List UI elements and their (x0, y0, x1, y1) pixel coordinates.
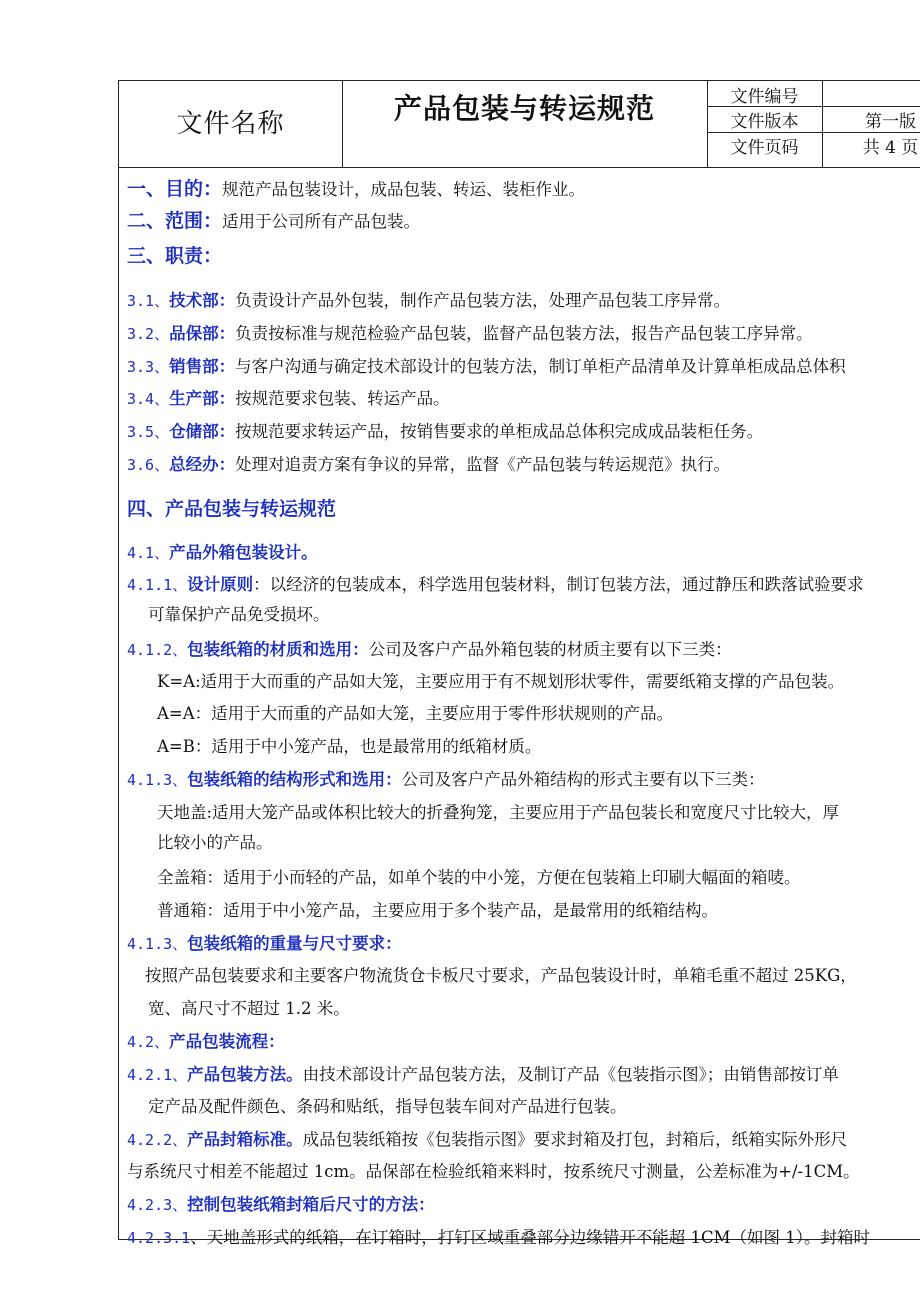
clause-4-2-3 (127, 1193, 435, 1217)
meta-label-page-count: 文件页码 (730, 138, 799, 158)
clause-title: 产品封箱标准。 (187, 1130, 303, 1149)
duty-text: 负责按标准与规范检验产品包装，监督产品包装方法，报告产品包装工序异常。 (235, 324, 813, 343)
duty-dept: 品保部： (169, 324, 236, 343)
duty-item (127, 355, 846, 379)
duty-dept: 仓储部： (169, 422, 236, 441)
clause-text: 按照产品包装要求和主要客户物流货仓卡板尺寸要求，产品包装设计时，单箱毛重不超过 25KG， (145, 966, 857, 985)
section-scope (127, 209, 420, 234)
clause-number: 4.2.2、 (127, 1131, 188, 1149)
duty-text: 按规范要求转运产品，按销售要求的单柜成品总体积完成成品装柜任务。 (235, 422, 764, 441)
section-purpose (127, 177, 585, 202)
duty-dept: 技术部： (169, 291, 236, 310)
duty-item (127, 289, 730, 313)
clause-title: 控制包装纸箱封箱后尺寸的方法： (187, 1195, 435, 1214)
clause-4-2-1 (127, 1063, 839, 1087)
clause-4-2 (127, 1030, 285, 1054)
clause-number: 4.1.1、 (127, 576, 188, 594)
duty-number: 3.4、 (127, 390, 170, 408)
clause-title: 产品外箱包装设计。 (169, 543, 318, 562)
list-item: 比较小的产品。 (157, 833, 273, 852)
list-item: 全盖箱：适用于小而轻的产品，如单个装的中小笼，方便在包装箱上印刷大幅面的箱唛。 (157, 868, 801, 887)
header-bottom-rule (119, 167, 920, 168)
section-heading: 三、职责： (127, 245, 223, 267)
section-heading: 四、产品包装与转运规范 (127, 498, 337, 520)
duty-number: 3.6、 (127, 456, 170, 474)
clause-text: 由技术部设计产品包装方法，及制订产品《包装指示图》；由销售部按订单 (302, 1065, 839, 1084)
duty-item (127, 453, 730, 477)
clause-number: 4.2.3.1 (127, 1229, 191, 1247)
duty-item (127, 387, 450, 411)
clause-number: 4.1.2、 (127, 641, 188, 659)
clause-continuation: 宽、高尺寸不超过 1.2 米。 (148, 999, 350, 1018)
clause-number: 4.2、 (127, 1033, 170, 1051)
clause-4-1 (127, 541, 318, 565)
section-text: 适用于公司所有产品包装。 (222, 212, 421, 231)
clause-text: 成品包装纸箱按《包装指示图》要求封箱及打包，封箱后，纸箱实际外形尺 (302, 1130, 848, 1149)
list-item: A=A：适用于大而重的产品如大笼，主要应用于零件形状规则的产品。 (157, 704, 674, 723)
meta-value-doc-version: 第一版 (865, 112, 916, 132)
list-item: K=A:适用于大而重的产品如大笼，主要应用于有不规划形状零件，需要纸箱支撑的产品包装。 (157, 672, 845, 691)
clause-number: 4.1.3、 (127, 935, 188, 953)
section-heading: 二、范围： (127, 210, 223, 232)
clause-4-1-2 (127, 638, 732, 662)
duty-dept: 总经办： (169, 455, 236, 474)
doc-name-label: 文件名称 (176, 109, 285, 139)
clause-title: 包装纸箱的重量与尺寸要求： (187, 934, 402, 953)
section-spec (127, 497, 336, 522)
clause-text: 、天地盖形式的纸箱，在订箱时，打钉区域重叠部分边缘错开不能超 1CM（如图 1）。封箱时 (190, 1228, 870, 1247)
clause-4-2-3-1 (127, 1226, 870, 1250)
section-heading: 一、目的： (127, 178, 223, 200)
section-duties (127, 244, 222, 269)
clause-text: 公司及客户产品外箱结构的形式主要有以下三类： (401, 770, 765, 789)
meta-label-doc-version: 文件版本 (730, 112, 799, 132)
duty-number: 3.3、 (127, 358, 170, 376)
list-item: A=B：适用于中小笼产品，也是最常用的纸箱材质。 (157, 737, 542, 756)
duty-dept: 生产部： (169, 389, 236, 408)
document-frame (118, 80, 920, 1247)
duty-number: 3.5、 (127, 423, 170, 441)
clause-continuation: 与系统尺寸相差不能超过 1cm。品保部在检验纸箱来料时，按系统尺寸测量，公差标准为+/-1CM。 (127, 1162, 860, 1181)
duty-text: 处理对追责方案有争议的异常，监督《产品包装与转运规范》执行。 (235, 455, 731, 474)
clause-number: 4.2.1、 (127, 1066, 188, 1084)
clause-title: 产品包装流程： (169, 1032, 285, 1051)
document-title: 产品包装与转运规范 (393, 92, 655, 125)
duty-item (127, 420, 763, 444)
clause-title: 产品包装方法。 (187, 1065, 303, 1084)
clause-title: 设计原则 (187, 575, 254, 594)
clause-continuation: 定产品及配件颜色、条码和贴纸，指导包装车间对产品进行包装。 (148, 1097, 627, 1116)
clause-continuation: 可靠保护产品免受损坏。 (148, 605, 330, 624)
clause-4-1-3-structure (127, 768, 765, 792)
meta-value-page-count: 共 4 页 (862, 138, 919, 158)
duty-text: 与客户沟通与确定技术部设计的包装方法，制订单柜产品清单及计算单柜成品总体积 (235, 357, 846, 376)
duty-text: 按规范要求包装、转运产品。 (235, 389, 450, 408)
clause-text: 公司及客户产品外箱包装的材质主要有以下三类： (368, 640, 732, 659)
clause-4-1-1 (127, 573, 864, 597)
meta-label-doc-number: 文件编号 (730, 87, 799, 107)
clause-number: 4.1.3、 (127, 771, 188, 789)
clause-text: ：以经济的包装成本，科学选用包装材料，制订包装方法，通过静压和跌落试验要求 (253, 575, 864, 594)
clause-number: 4.2.3、 (127, 1196, 188, 1214)
clause-4-1-3-weight (127, 932, 402, 956)
clause-4-2-2 (127, 1128, 847, 1152)
duty-item (127, 322, 813, 346)
clause-title: 包装纸箱的材质和选用： (187, 640, 369, 659)
section-text: 规范产品包装设计，成品包装、转运、装柜作业。 (222, 180, 586, 199)
duty-text: 负责设计产品外包装，制作产品包装方法，处理产品包装工序异常。 (235, 291, 731, 310)
clause-number: 4.1、 (127, 544, 170, 562)
duty-number: 3.1、 (127, 292, 170, 310)
list-item: 天地盖:适用大笼产品或体积比较大的折叠狗笼，主要应用于产品包装长和宽度尺寸比较大，厚 (157, 803, 840, 822)
duty-number: 3.2、 (127, 325, 170, 343)
duty-dept: 销售部： (169, 357, 236, 376)
list-item: 普通箱：适用于中小笼产品，主要应用于多个装产品，是最常用的纸箱结构。 (157, 901, 718, 920)
clause-title: 包装纸箱的结构形式和选用： (187, 770, 402, 789)
